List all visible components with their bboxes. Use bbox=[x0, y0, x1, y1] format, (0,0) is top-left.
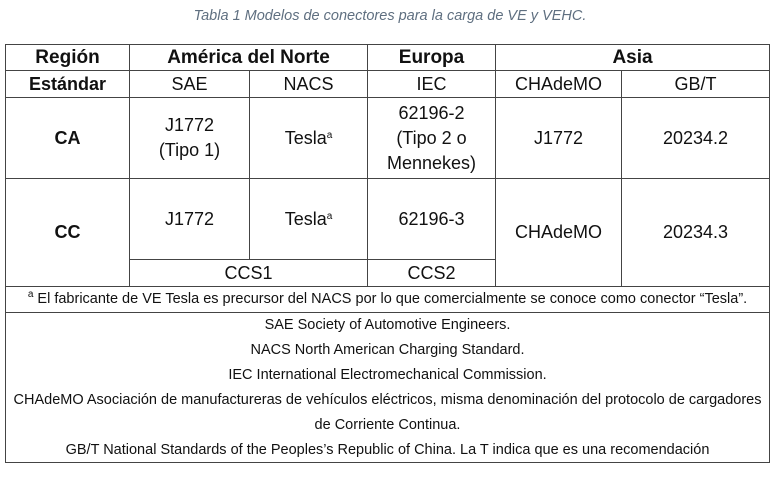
table-bottom-border bbox=[5, 462, 769, 463]
cell-ca-chademo: J1772 bbox=[496, 98, 622, 179]
footnote-row bbox=[6, 287, 770, 313]
header-iec: IEC bbox=[368, 71, 496, 98]
footnote-marker: a bbox=[27, 289, 34, 300]
header-row-regions bbox=[6, 45, 770, 71]
table-caption: Tabla 1 Modelos de conectores para la carga de VE y VEHC. bbox=[193, 8, 587, 24]
cell-ca-nacs bbox=[250, 98, 368, 179]
glossary-item-iec: IEC International Electromechanical Commission. bbox=[228, 367, 547, 383]
row-label-ca: CA bbox=[6, 98, 130, 179]
cell-ca-iec-line3: Mennekes) bbox=[386, 152, 477, 173]
glossary-item-chademo: CHAdeMO Asociación de manufactureras de vehículos eléctricos, misma denominación del protocolo de cargadores de Corriente Continua. bbox=[13, 392, 762, 433]
header-standard: Estándar bbox=[6, 71, 130, 98]
cell-ca-gbt: 20234.2 bbox=[622, 98, 770, 179]
cell-ca-nacs-footnote-marker: a bbox=[326, 129, 333, 141]
header-gbt: GB/T bbox=[622, 71, 770, 98]
header-chademo: CHAdeMO bbox=[496, 71, 622, 98]
header-sae: SAE bbox=[130, 71, 250, 98]
row-label-cc: CC bbox=[6, 179, 130, 287]
glossary-item-nacs: NACS North American Charging Standard. bbox=[250, 342, 525, 358]
cell-ca-sae bbox=[130, 98, 250, 179]
footnote-text: El fabricante de VE Tesla es precursor del NACS por lo que comercialmente se conoce como conector “Tesla”. bbox=[33, 291, 748, 307]
glossary bbox=[6, 313, 770, 464]
header-row-standards bbox=[6, 71, 770, 98]
cell-cc-gbt: 20234.3 bbox=[622, 179, 770, 287]
cell-cc-nacs-text: Tesla bbox=[284, 208, 327, 229]
header-region: Región bbox=[6, 45, 130, 71]
cell-ca-iec-line1: 62196-2 bbox=[398, 102, 465, 123]
cell-cc-ccs1: CCS1 bbox=[130, 260, 368, 287]
footnote bbox=[6, 287, 770, 313]
cell-ca-iec-line2: (Tipo 2 o bbox=[396, 127, 467, 148]
header-asia: Asia bbox=[496, 45, 770, 71]
glossary-item-sae: SAE Society of Automotive Engineers. bbox=[264, 317, 511, 333]
cell-cc-nacs bbox=[250, 179, 368, 260]
cell-ca-nacs-text: Tesla bbox=[284, 127, 327, 148]
connector-standards-table bbox=[5, 44, 770, 463]
header-europe: Europa bbox=[368, 45, 496, 71]
cell-ca-sae-line2: (Tipo 1) bbox=[158, 140, 221, 160]
header-nacs: NACS bbox=[250, 71, 368, 98]
cell-cc-nacs-footnote-marker: a bbox=[326, 210, 333, 222]
cell-ca-iec bbox=[368, 98, 496, 179]
table-row-cc bbox=[6, 179, 770, 260]
cell-cc-ccs2: CCS2 bbox=[368, 260, 496, 287]
table-row-ca bbox=[6, 98, 770, 179]
cell-cc-iec: 62196-3 bbox=[368, 179, 496, 260]
cell-cc-sae: J1772 bbox=[130, 179, 250, 260]
glossary-row bbox=[6, 313, 770, 464]
header-north-america: América del Norte bbox=[130, 45, 368, 71]
cell-cc-chademo: CHAdeMO bbox=[496, 179, 622, 287]
glossary-item-gbt: GB/T National Standards of the Peoples’s Republic of China. La T indica que es una recomendación bbox=[65, 442, 710, 458]
cell-ca-sae-line1: J1772 bbox=[164, 115, 215, 135]
